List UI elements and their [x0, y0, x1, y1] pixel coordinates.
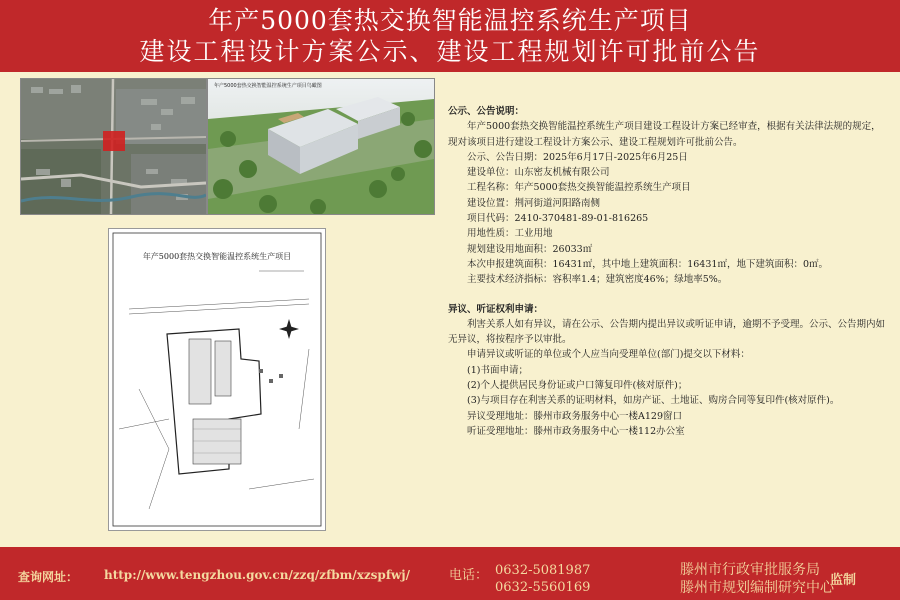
project-rendering-image — [207, 78, 435, 215]
query-label: 查询网址： — [18, 570, 79, 584]
objection-line: (1)书面申请； — [467, 364, 528, 376]
query-url-link[interactable]: http://www.tengzhou.gov.cn/zzq/zfbm/xzspfwj/ — [104, 568, 411, 582]
notice-line: 工程名称：年产5000套热交换智能温控系统生产项目 — [467, 182, 691, 194]
objection-line: (2)个人提供居民身份证或户口簿复印件(核对原件)； — [467, 380, 688, 392]
objection-line: (3)与项目存在利害关系的证明材料，如房产证、土地证、购房合同等复印件(核对原件)。 — [467, 395, 840, 407]
objection-intro: 利害关系人如有异议，请在公示、公告期内提出异议或听证申请，逾期不予受理。公示、公告期内如无异议，将按程序予以审批。 — [448, 318, 886, 346]
rendering-caption: 年产5000套热交换智能温控系统生产项目鸟瞰图 — [214, 83, 322, 89]
notice-text — [448, 104, 888, 439]
header-banner — [0, 0, 900, 72]
org-name-1: 滕州市行政审批服务局 — [680, 562, 820, 578]
page-title-line2: 建设工程设计方案公示、建设工程规划许可批前公告 — [139, 37, 761, 66]
objection-heading: 异议、听证权利申请： — [448, 303, 544, 315]
page-title-line1: 年产5000套热交换智能温控系统生产项目 — [208, 6, 692, 35]
footer-banner — [0, 547, 900, 600]
phone-number-2: 0632-5560169 — [495, 580, 591, 595]
site-plan-image — [108, 228, 326, 531]
notice-line: 主要技术经济指标：容积率1.4；建筑密度46%；绿地率5%。 — [467, 274, 728, 286]
notice-line: 规划建设用地面积：26033㎡ — [467, 243, 593, 255]
phone-label: 电话： — [449, 568, 489, 583]
aerial-map-image — [20, 78, 207, 215]
notice-intro: 年产5000套热交换智能温控系统生产项目建设工程设计方案已经审查，根据有关法律法规的规定，现对该项目进行建设工程设计方案公示、建设工程规划许可批前公告。 — [448, 121, 881, 148]
site-plan-title: 年产5000套热交换智能温控系统生产项目 — [142, 252, 292, 261]
org-name-2: 滕州市规划编制研究中心 — [680, 580, 834, 596]
supervise-label: 监制 — [830, 573, 857, 588]
notice-line: 本次申报建筑面积：16431㎡，其中地上建筑面积：16431㎡，地下建筑面积：0㎡。 — [467, 258, 828, 270]
notice-line: 项目代码：2410-370481-89-01-816265 — [467, 213, 649, 225]
notice-line: 公示、公告日期：2025年6月17日-2025年6月25日 — [467, 151, 688, 163]
notice-line: 用地性质：工业用地 — [467, 228, 553, 240]
objection-line: 听证受理地址：滕州市政务服务中心一楼112办公室 — [467, 425, 685, 437]
phone-number-1: 0632-5081987 — [495, 563, 591, 578]
objection-line: 申请异议或听证的单位或个人应当向受理单位(部门)提交以下材料： — [467, 349, 750, 361]
notice-line: 建设单位：山东密友机械有限公司 — [467, 167, 610, 179]
objection-line: 异议受理地址：滕州市政务服务中心一楼A129窗口 — [467, 410, 682, 422]
notice-line: 建设位置：荆河街道河阳路南侧 — [467, 197, 601, 209]
notice-heading: 公示、公告说明： — [448, 106, 525, 117]
